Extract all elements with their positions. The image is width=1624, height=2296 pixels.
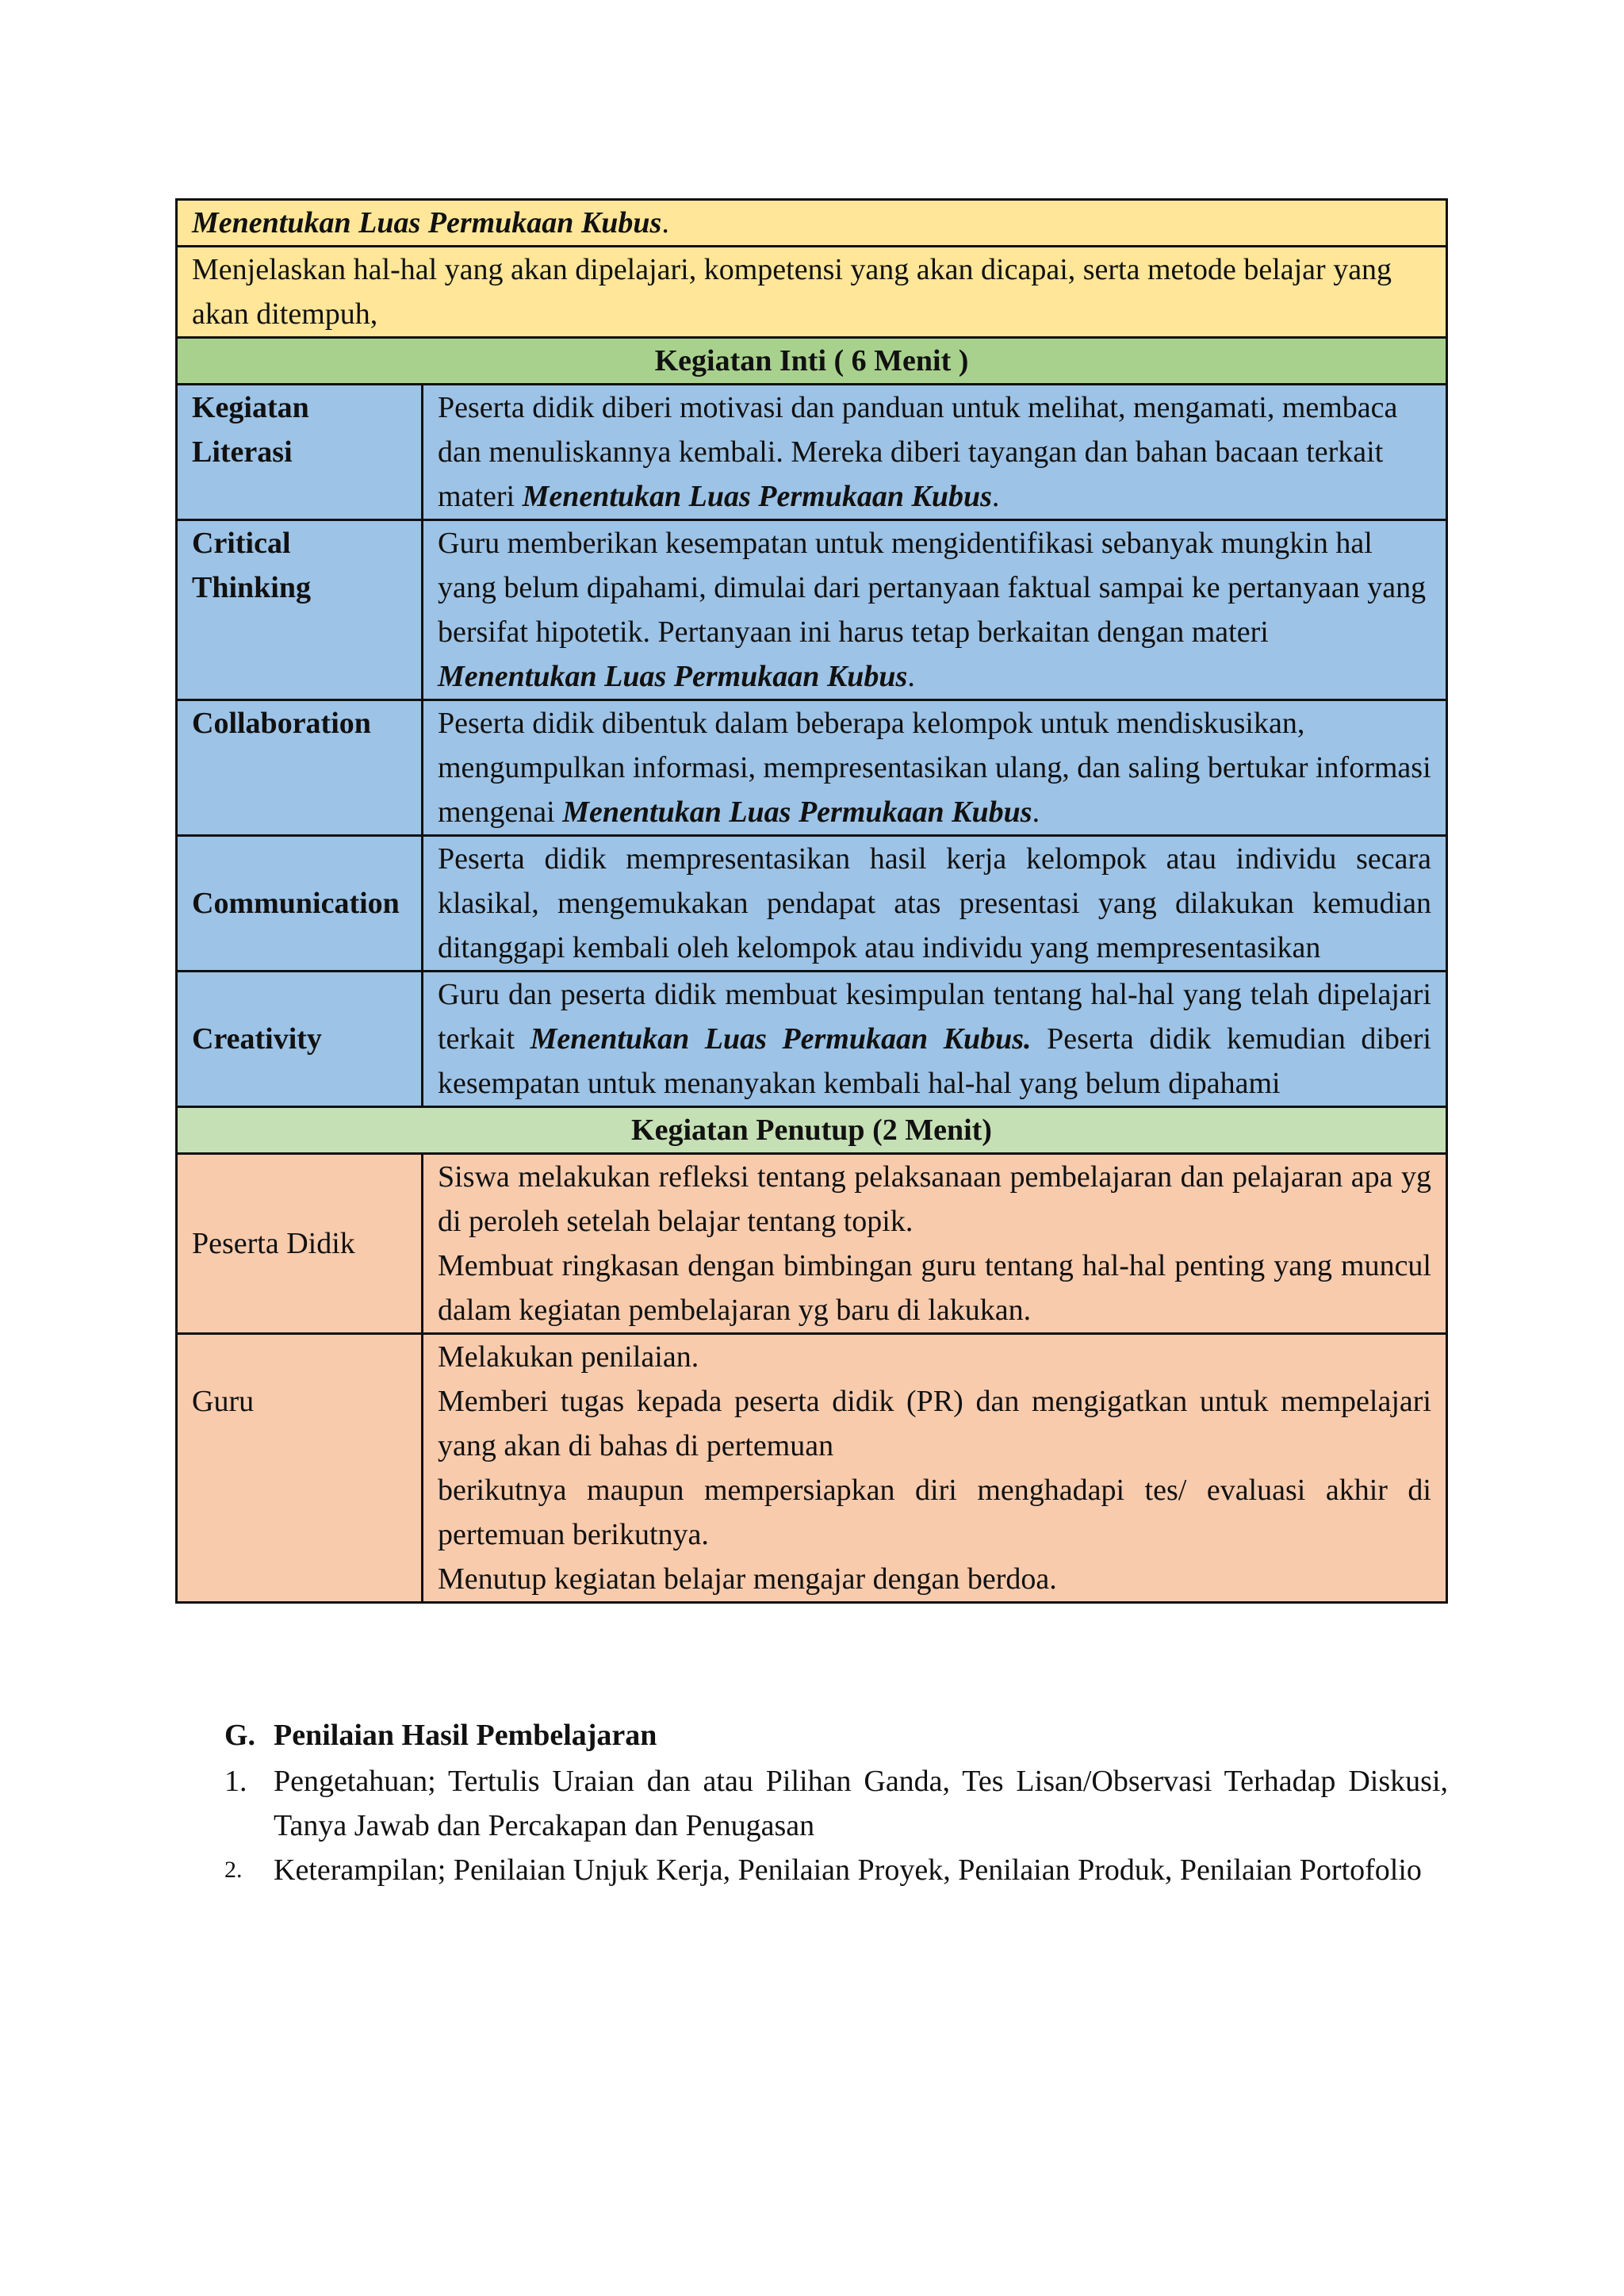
assessment-list [224, 1759, 1448, 1892]
activity-text-after: . [1032, 795, 1040, 829]
activity-description [423, 836, 1447, 972]
list-item-number: 1. [224, 1765, 247, 1798]
activity-text: Guru memberikan kesempatan untuk mengidentifikasi sebanyak mungkin hal yang belum dipahami, dimulai dari pertanyaan faktual sampai ke pertanyaan yang bersifat hipotetik. Pertanyaan ini harus tetap berkaitan dengan materi [438, 527, 1427, 649]
penutup-label-text: Guru [192, 1385, 255, 1418]
activity-text-after: . [907, 660, 915, 693]
list-item-number: 2. [224, 1857, 243, 1883]
intro-title: Menentukan Luas Permukaan Kubus [192, 206, 662, 240]
penutup-description [423, 1334, 1447, 1603]
penutup-line: Siswa melakukan refleksi tentang pelaksanaan pembelajaran dan pelajaran apa yg di peroleh setelah belajar tentang topik. [438, 1160, 1431, 1238]
section-penilaian [224, 1713, 1448, 1892]
activity-row-critical-thinking [177, 520, 1447, 700]
list-item-text: Keterampilan; Penilaian Unjuk Kerja, Penilaian Proyek, Penilaian Produk, Penilaian Portofolio [274, 1853, 1422, 1887]
activity-text: Peserta didik dibentuk dalam beberapa kelompok untuk mendiskusikan, mengumpulkan informasi, mempresentasikan ulang, dan saling bertukar informasi mengenai [438, 707, 1431, 829]
section-title: Penilaian Hasil Pembelajaran [274, 1719, 657, 1752]
activity-text-after: . [991, 480, 1000, 513]
list-item-text: Pengetahuan; Tertulis Uraian dan atau Pilihan Ganda, Tes Lisan/Observasi Terhadap Diskusi, Tanya Jawab dan Percakapan dan Penugasan [274, 1765, 1448, 1842]
activity-description [423, 700, 1447, 836]
penutup-row-guru [177, 1334, 1447, 1603]
activity-emphasis: Menentukan Luas Permukaan Kubus. [530, 1022, 1032, 1056]
activity-description [423, 972, 1447, 1107]
penutup-line: Membuat ringkasan dengan bimbingan guru tentang hal-hal penting yang muncul dalam kegiatan pembelajaran yg baru di lakukan. [438, 1249, 1431, 1327]
lesson-activity-table [175, 198, 1448, 1604]
intro-text: Menjelaskan hal-hal yang akan dipelajari, kompetensi yang akan dicapai, serta metode belajar yang akan ditempuh, [177, 247, 1447, 338]
activity-label: Critical Thinking [177, 520, 423, 700]
penutup-line: Memberi tugas kepada peserta didik (PR) dan mengigatkan untuk mempelajari yang akan di bahas di pertemuan [438, 1385, 1431, 1462]
intro-text-row [177, 247, 1447, 338]
activity-label: Creativity [177, 972, 423, 1107]
penutup-line: Melakukan penilaian. [438, 1340, 699, 1374]
intro-title-dot: . [661, 206, 669, 240]
penutup-label [177, 1334, 423, 1603]
activity-label: Communication [177, 836, 423, 972]
penutup-label: Peserta Didik [177, 1154, 423, 1334]
penutup-row-peserta-didik [177, 1154, 1447, 1334]
activity-description [423, 385, 1447, 520]
inti-header: Kegiatan Inti ( 6 Menit ) [177, 338, 1447, 385]
activity-text: Peserta didik mempresentasikan hasil kerja kelompok atau individu secara klasikal, mengemukakan pendapat atas presentasi yang dilakukan kemudian ditanggapi kembali oleh kelompok atau individu yang mempresentasikan [438, 842, 1431, 964]
penutup-line: berikutnya maupun mempersiapkan diri menghadapi tes/ evaluasi akhir di pertemuan berikutnya. [438, 1474, 1431, 1551]
penutup-header-row [177, 1107, 1447, 1154]
intro-title-cell [177, 200, 1447, 247]
activity-row-communication [177, 836, 1447, 972]
list-item [224, 1759, 1448, 1848]
activity-text-after: Peserta didik kemudian diberi kesempatan untuk menanyakan kembali hal-hal yang belum dipahami [438, 1022, 1431, 1100]
activity-text: Guru dan peserta didik membuat kesimpulan tentang hal-hal yang telah dipelajari terkait [438, 978, 1431, 1056]
activity-row-collaboration [177, 700, 1447, 836]
activity-emphasis: Menentukan Luas Permukaan Kubus [522, 480, 992, 513]
list-item [224, 1848, 1448, 1892]
activity-emphasis: Menentukan Luas Permukaan Kubus [438, 660, 908, 693]
penutup-line: Menutup kegiatan belajar mengajar dengan berdoa. [438, 1562, 1057, 1596]
activity-label: Kegiatan Literasi [177, 385, 423, 520]
penutup-header: Kegiatan Penutup (2 Menit) [177, 1107, 1447, 1154]
activity-text: Peserta didik diberi motivasi dan panduan untuk melihat, mengamati, membaca dan menuliskannya kembali. Mereka diberi tayangan dan bahan bacaan terkait materi [438, 391, 1398, 513]
activity-row-literasi [177, 385, 1447, 520]
penutup-description [423, 1154, 1447, 1334]
activity-description [423, 520, 1447, 700]
inti-header-row [177, 338, 1447, 385]
section-heading [224, 1713, 1448, 1757]
intro-title-row [177, 200, 1447, 247]
section-letter: G. [224, 1719, 256, 1752]
activity-row-creativity [177, 972, 1447, 1107]
activity-emphasis: Menentukan Luas Permukaan Kubus [562, 795, 1032, 829]
activity-label: Collaboration [177, 700, 423, 836]
